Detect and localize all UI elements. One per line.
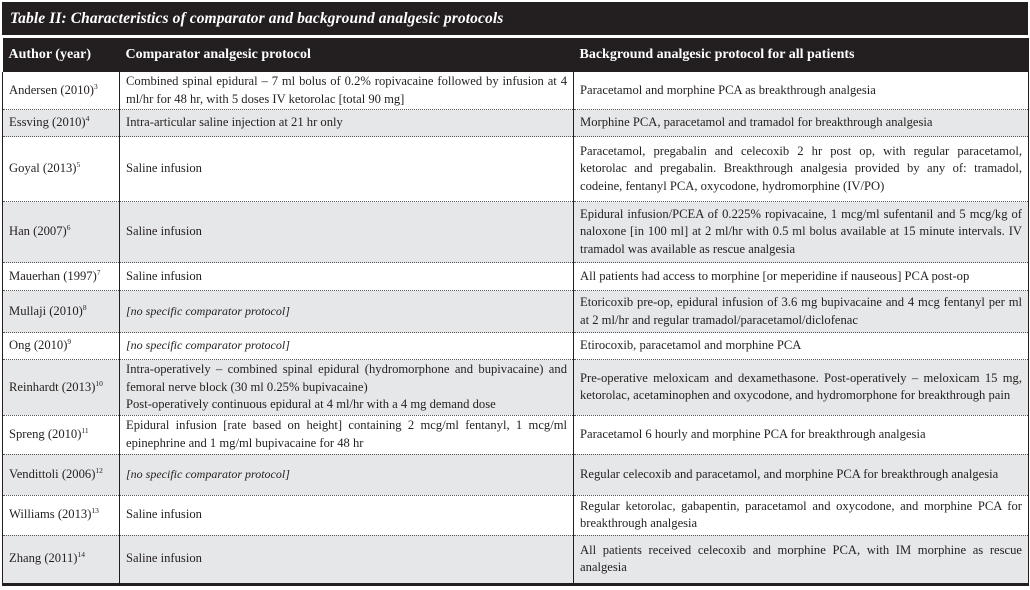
comparator-cell — [120, 360, 574, 416]
background-cell: Epidural infusion/PCEA of 0.225% ropivacaine, 1 mcg/ml sufentanil and 5 mcg/kg of naloxone [in 100 ml] at 2 ml/hr with 0.5 ml bolus available at 15 minute intervals. IV tramadol was available as rescue analgesia — [574, 202, 1029, 263]
table-title: Table II: Characteristics of comparator and background analgesic protocols — [10, 9, 504, 27]
column-header-author: Author (year) — [3, 38, 120, 72]
table-row — [3, 535, 1029, 584]
author-cell: Andersen $(2010)^3$ — [3, 72, 120, 110]
comparator-cell: [no specific comparator protocol] — [120, 333, 574, 360]
author-cell: Williams $(2013)^{13}$ — [3, 495, 120, 535]
reference-number: 8 — [82, 302, 87, 312]
comparator-cell: Saline infusion — [120, 495, 574, 535]
author-cell: Reinhardt $(2013)^{10}$ — [3, 360, 120, 416]
reference-number: 12 — [95, 465, 103, 475]
protocols-table — [2, 38, 1029, 586]
table-row — [3, 72, 1029, 110]
reference-number: 7 — [96, 267, 101, 277]
table-title-bar — [2, 2, 1028, 38]
reference-number: 4 — [85, 114, 90, 124]
background-cell: Paracetamol and morphine PCA as breakthrough analgesia — [574, 72, 1029, 110]
reference-number: 10 — [95, 378, 103, 388]
reference-number: 5 — [76, 160, 81, 170]
background-cell: All patients had access to morphine [or meperidine if nauseous] PCA post-op — [574, 263, 1029, 291]
table-row — [3, 291, 1029, 333]
table-row — [3, 495, 1029, 535]
table-row — [3, 137, 1029, 202]
column-header-background: Background analgesic protocol for all patients — [574, 38, 1029, 72]
background-cell: Morphine PCA, paracetamol and tramadol for breakthrough analgesia — [574, 110, 1029, 137]
author-cell: Zhang $(2011)^{14}$ — [3, 535, 120, 584]
comparator-cell: Saline infusion — [120, 202, 574, 263]
table-row — [3, 333, 1029, 360]
comparator-cell: Saline infusion — [120, 263, 574, 291]
table-row — [3, 110, 1029, 137]
table-row — [3, 454, 1029, 495]
comparator-cell: [no specific comparator protocol] — [120, 291, 574, 333]
column-header-comparator: Comparator analgesic protocol — [120, 38, 574, 72]
background-cell: Etoricoxib pre-op, epidural infusion of 3.6 mg bupivacaine and 4 mcg fentanyl per ml at 2 ml/hr and regular tramadol/paracetamol/diclofenac — [574, 291, 1029, 333]
comparator-cell: Saline infusion — [120, 535, 574, 584]
background-cell: Etirocoxib, paracetamol and morphine PCA — [574, 333, 1029, 360]
reference-number: 14 — [77, 550, 85, 560]
author-cell: Goyal $(2013)^5$ — [3, 137, 120, 202]
reference-number: 13 — [91, 506, 99, 516]
author-cell: Mauerhan $(1997)^7$ — [3, 263, 120, 291]
comparator-cell: Epidural infusion [rate based on height] containing 2 mcg/ml fentanyl, 1 mcg/ml epinephrine and 1 mg/ml bupivacaine for 48 hr — [120, 415, 574, 454]
table-row — [3, 360, 1029, 416]
background-cell: Pre-operative meloxicam and dexamethasone. Post-operatively – meloxicam 15 mg, ketorolac, acetaminophen and oxycodone, and hydromorphone for breakthrough pain — [574, 360, 1029, 416]
table-row — [3, 415, 1029, 454]
reference-number: 6 — [66, 223, 71, 233]
author-cell: Vendittoli $(2006)^{12}$ — [3, 454, 120, 495]
table-row — [3, 202, 1029, 263]
comparator-cell: Intra-articular saline injection at 21 hr only — [120, 110, 574, 137]
author-cell: Mullaji $(2010)^8$ — [3, 291, 120, 333]
table-container — [2, 2, 1028, 585]
background-cell: Paracetamol 6 hourly and morphine PCA for breakthrough analgesia — [574, 415, 1029, 454]
background-cell: All patients received celecoxib and morphine PCA, with IM morphine as rescue analgesia — [574, 535, 1029, 584]
background-cell: Paracetamol, pregabalin and celecoxib 2 hr post op, with regular paracetamol, ketorolac and pregabalin. Breakthrough analgesia provided by any of: tramadol, codeine, fentanyl PCA, oxycodone, hydromorphine (IV/PO) — [574, 137, 1029, 202]
author-cell: Ong $(2010)^9$ — [3, 333, 120, 360]
header-row — [3, 38, 1029, 72]
background-cell: Regular celecoxib and paracetamol, and morphine PCA for breakthrough analgesia — [574, 454, 1029, 495]
reference-number: 3 — [93, 81, 98, 91]
comparator-cell: [no specific comparator protocol] — [120, 454, 574, 495]
table-row — [3, 263, 1029, 291]
background-cell: Regular ketorolac, gabapentin, paracetamol and oxycodone, and morphine PCA for breakthrough analgesia — [574, 495, 1029, 535]
author-cell: Essving $(2010)^4$ — [3, 110, 120, 137]
comparator-cell: Saline infusion — [120, 137, 574, 202]
reference-number: 11 — [81, 425, 89, 435]
author-cell: Han $(2007)^6$ — [3, 202, 120, 263]
author-cell: Spreng $(2010)^{11}$ — [3, 415, 120, 454]
comparator-line-2: Post-operatively continuous epidural at 4 ml/hr with a 4 mg demand dose — [126, 397, 496, 411]
reference-number: 9 — [67, 337, 72, 347]
comparator-line-1: Intra-operatively – combined spinal epidural (hydromorphone and bupivacaine) and femoral nerve block (30 ml 0.25% bupivacaine) — [126, 362, 567, 394]
comparator-cell: Combined spinal epidural – 7 ml bolus of 0.2% ropivacaine followed by infusion at 4 ml/hr for 48 hr, with 5 doses IV ketorolac [total 90 mg] — [120, 72, 574, 110]
